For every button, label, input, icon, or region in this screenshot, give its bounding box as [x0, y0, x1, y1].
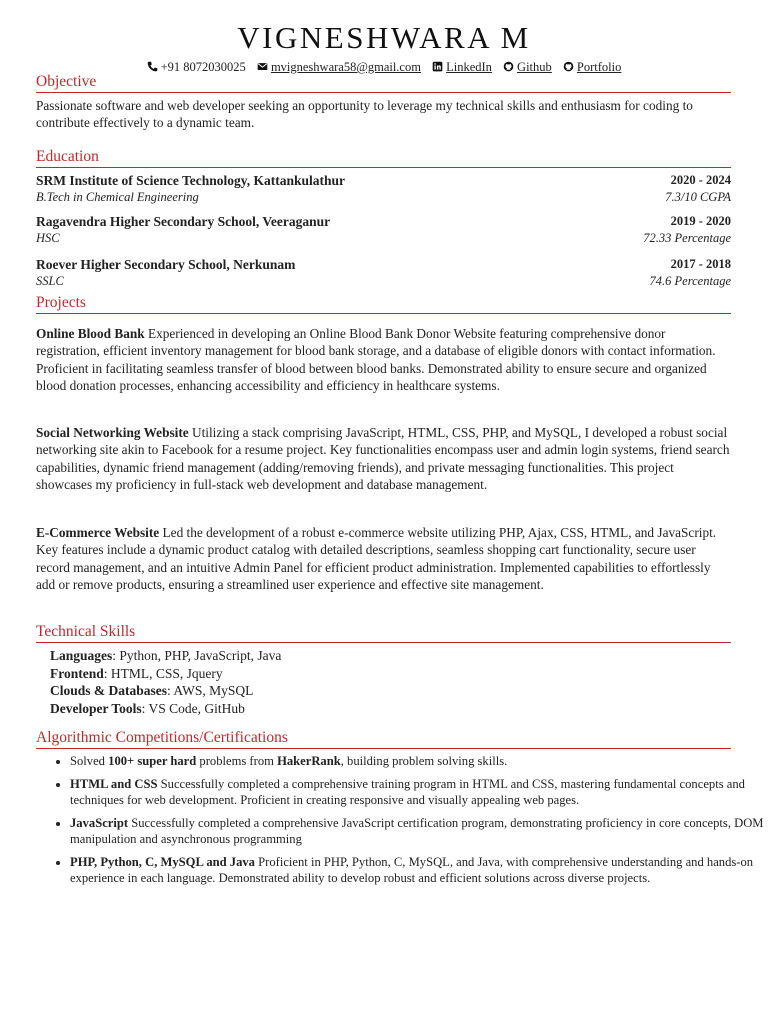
linkedin-text: LinkedIn — [446, 60, 492, 74]
school-years: 2017 - 2018 — [670, 257, 731, 271]
score: 7.3/10 CGPA — [665, 190, 731, 204]
email-link[interactable] — [257, 60, 424, 74]
skill-value: : Python, PHP, JavaScript, Java — [112, 648, 282, 663]
skill-label: Clouds & Databases — [50, 683, 168, 698]
cert-text: problems from — [196, 754, 278, 768]
mail-icon — [257, 61, 268, 72]
certifications-list — [36, 753, 765, 893]
degree: B.Tech in Chemical Engineering — [36, 190, 199, 204]
project-item — [36, 524, 731, 594]
cert-highlight: HakerRank — [277, 754, 341, 768]
list-item — [70, 815, 765, 847]
cert-name: PHP, Python, C, MySQL and Java — [70, 855, 255, 869]
skill-label: Frontend — [50, 665, 104, 681]
education-entry — [36, 213, 731, 247]
project-name: Online Blood Bank — [36, 326, 145, 341]
phone-icon — [147, 61, 158, 72]
cert-text: , building problem solving skills. — [340, 754, 508, 768]
cert-text: Solved — [70, 754, 109, 768]
skill-row — [50, 647, 731, 665]
skill-label: Developer Tools — [50, 700, 142, 716]
skills-list — [50, 647, 731, 717]
score: 72.33 Percentage — [643, 231, 731, 245]
cert-name: HTML and CSS — [70, 777, 158, 791]
phone-text: +91 8072030025 — [160, 60, 246, 74]
school-name: Roever Higher Secondary School, Nerkunam — [36, 257, 296, 272]
cert-description: Successfully completed a comprehensive JavaScript certification program, demonstrating proficiency in core concepts, DOM manipulation and asynchronous programming — [70, 816, 764, 846]
github-icon — [503, 61, 514, 72]
education-entry — [36, 256, 731, 290]
cert-highlight: 100+ super hard — [108, 754, 197, 768]
cert-name: JavaScript — [70, 816, 129, 830]
school-years: 2019 - 2020 — [670, 214, 731, 228]
school-name: Ragavendra Higher Secondary School, Veeraganur — [36, 214, 331, 229]
phone[interactable] — [147, 60, 249, 74]
degree: SSLC — [36, 274, 64, 288]
candidate-name: VIGNESHWARA M — [237, 20, 531, 55]
list-item — [70, 776, 765, 808]
skill-row — [50, 665, 731, 683]
project-item — [36, 325, 731, 395]
section-title-skills: Technical Skills — [36, 623, 731, 643]
github-icon — [563, 61, 574, 72]
skill-row — [50, 682, 731, 700]
objective-text: Passionate software and web developer seeking an opportunity to leverage my technical skills and enthusiasm for coding to contribute effectively to a dynamic team. — [36, 98, 693, 131]
project-name: Social Networking Website — [36, 425, 189, 440]
project-description: Utilizing a stack comprising JavaScript, HTML, CSS, PHP, and MySQL, I developed a robust social networking site akin to Facebook for a resume project. Key functionalities encompass user and admin login systems, friend search capabilities, dynamic friend management (adding/removing friends), and private messaging functionalities. This project showcases my proficiency in full-stack web development and database management. — [36, 425, 730, 493]
list-item — [70, 854, 765, 886]
github-link[interactable] — [503, 60, 555, 74]
school-years: 2020 - 2024 — [670, 173, 731, 187]
skill-value: : VS Code, GitHub — [141, 700, 245, 716]
skill-row — [50, 700, 731, 718]
cert-description: Proficient in PHP, Python, C, MySQL, and Java, with comprehensive understanding and hands-on experience in each language. Demonstrated ability to develop robust and efficient solutions across diverse projects. — [70, 855, 754, 885]
school-name: SRM Institute of Science Technology, Kattankulathur — [36, 173, 346, 188]
section-title-certifications: Algorithmic Competitions/Certifications — [36, 729, 731, 749]
cert-description: Successfully completed a comprehensive training program in HTML and CSS, mastering fundamental concepts and techniques for web development. Proficient in creating responsive and visually appealing web pages. — [70, 777, 745, 807]
skill-value: : AWS, MySQL — [167, 683, 254, 698]
portfolio-text: Portfolio — [576, 60, 622, 74]
portfolio-link[interactable] — [563, 60, 621, 74]
section-title-objective: Objective — [36, 73, 731, 93]
score: 74.6 Percentage — [649, 274, 731, 288]
list-item — [70, 753, 765, 769]
github-text: Github — [517, 60, 552, 74]
linkedin-icon — [432, 61, 443, 72]
project-description: Led the development of a robust e-commerce website utilizing PHP, Ajax, CSS, HTML, and JavaScript. Key features include a dynamic product catalog with detailed descriptions, seamless shopping cart functionality, secure user record management, and an intuitive Admin Panel for efficient product administration. Implemented capabilities to effortlessly add or remove products, ensuring a streamlined user experience and effective site management. — [36, 525, 717, 593]
project-item — [36, 424, 731, 494]
degree: HSC — [36, 231, 60, 245]
skill-label: Languages — [50, 648, 113, 663]
email-text: mvigneshwara58@gmail.com — [270, 60, 421, 74]
education-entry — [36, 172, 731, 206]
section-title-projects: Projects — [36, 294, 731, 314]
skill-value: : HTML, CSS, Jquery — [103, 665, 223, 681]
section-title-education: Education — [36, 148, 731, 168]
project-name: E-Commerce Website — [36, 525, 160, 540]
linkedin-link[interactable] — [432, 60, 495, 74]
project-description: Experienced in developing an Online Blood Bank Donor Website featuring comprehensive donor registration, efficient inventory management for blood bank storage, and a database of eligible donors with contact information. Proficient in facilitating seamless transfer of blood between blood banks. Demonstrated ability to ensure secure and organized blood donation processes, enhancing accessibility and efficiency in healthcare systems. — [36, 326, 716, 394]
